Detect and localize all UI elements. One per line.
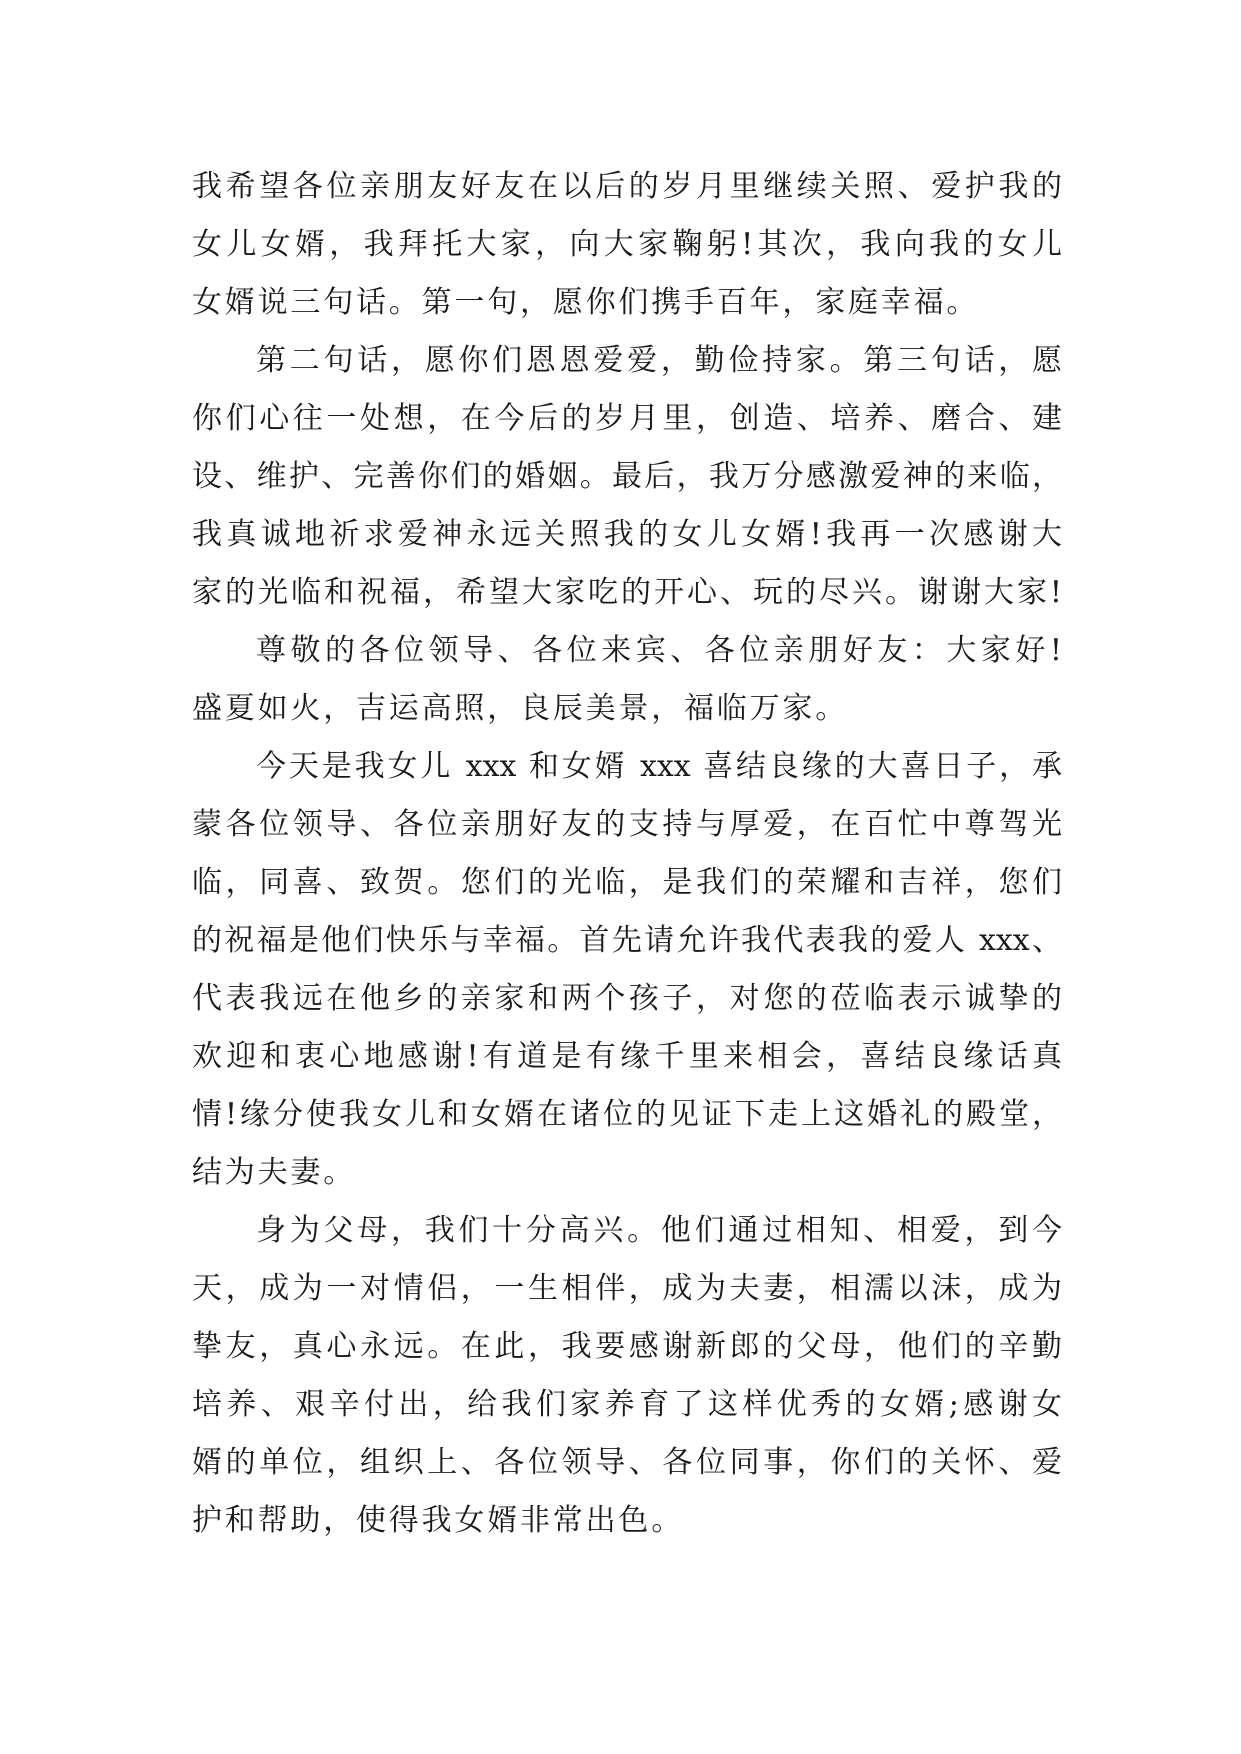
document-body: [192, 158, 1062, 1550]
text-line: 身为父母，我们十分高兴。他们通过相知、相爱，到今: [256, 1213, 1062, 1248]
text-line: 家的光临和祝福，希望大家吃的开心、玩的尽兴。谢谢大家!: [192, 575, 1062, 610]
text-line: 我希望各位亲朋友好友在以后的岁月里继续关照、爱护我的: [192, 169, 1062, 204]
text-line: 婿的单位，组织上、各位领导、各位同事，你们的关怀、爱: [192, 1445, 1062, 1480]
text-line: 你们心往一处想，在今后的岁月里，创造、培养、磨合、建: [192, 401, 1062, 436]
text-line: 欢迎和衷心地感谢!有道是有缘千里来相会，喜结良缘话真: [192, 1039, 1062, 1074]
text-line: 情!缘分使我女儿和女婿在诸位的见证下走上这婚礼的殿堂，: [192, 1097, 1062, 1132]
text-line: 我真诚地祈求爱神永远关照我的女儿女婿!我再一次感谢大: [192, 517, 1062, 552]
text-line: 盛夏如火，吉运高照，良辰美景，福临万家。: [192, 691, 848, 726]
text-line: 女儿女婿，我拜托大家，向大家鞠躬!其次，我向我的女儿: [192, 227, 1062, 262]
text-line: 护和帮助，使得我女婿非常出色。: [192, 1503, 684, 1538]
text-line: 设、维护、完善你们的婚姻。最后，我万分感激爱神的来临，: [192, 459, 1062, 494]
text-line: 第二句话，愿你们恩恩爱爱，勤俭持家。第三句话，愿: [256, 343, 1062, 378]
text-line: 今天是我女儿 xxx 和女婿 xxx 喜结良缘的大喜日子，承: [256, 749, 1062, 784]
text-line: 蒙各位领导、各位亲朋好友的支持与厚爱，在百忙中尊驾光: [192, 807, 1062, 842]
text-line: 尊敬的各位领导、各位来宾、各位亲朋好友：大家好!: [256, 633, 1062, 668]
text-line: 临，同喜、致贺。您们的光临，是我们的荣耀和吉祥，您们: [192, 865, 1062, 900]
text-line: 女婿说三句话。第一句，愿你们携手百年，家庭幸福。: [192, 285, 980, 320]
text-line: 的祝福是他们快乐与幸福。首先请允许我代表我的爱人 xxx、: [192, 923, 1062, 958]
text-line: 代表我远在他乡的亲家和两个孩子，对您的莅临表示诚挚的: [192, 981, 1062, 1016]
text-line: 结为夫妻。: [192, 1155, 356, 1190]
text-line: 培养、艰辛付出，给我们家养育了这样优秀的女婿;感谢女: [192, 1387, 1062, 1422]
text-line: 天，成为一对情侣，一生相伴，成为夫妻，相濡以沫，成为: [192, 1271, 1062, 1306]
text-line: 挚友，真心永远。在此，我要感谢新郎的父母，他们的辛勤: [192, 1329, 1062, 1364]
